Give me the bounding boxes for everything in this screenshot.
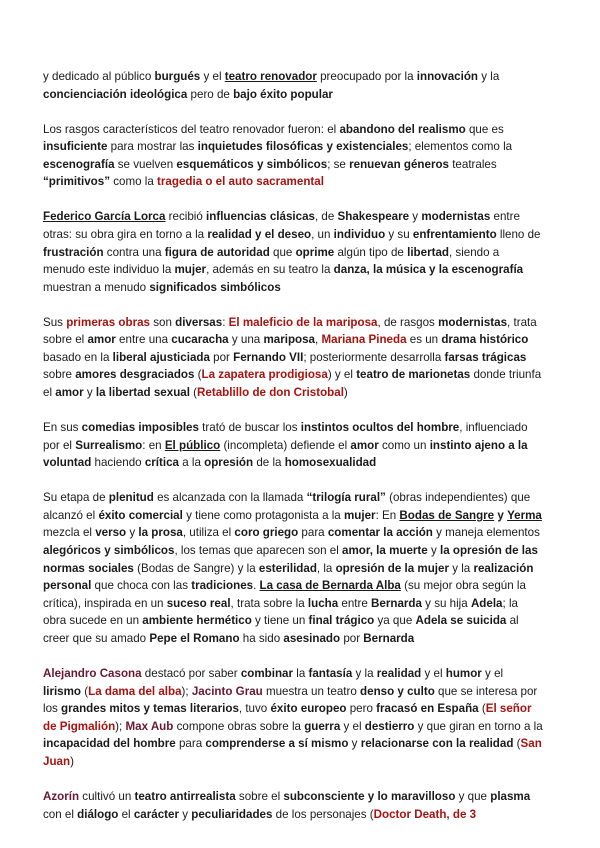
text-run: son <box>149 315 176 329</box>
emphasized-term: danza, la música y la escenografía <box>333 263 524 277</box>
work-title: San Juan <box>43 737 542 768</box>
text-run: y maneja elementos <box>432 526 540 540</box>
text-run: . <box>253 579 260 593</box>
text-run: entre una <box>115 333 172 347</box>
text-run: y tiene un <box>251 614 309 628</box>
emphasized-term: alegóricos y simbólicos <box>43 544 175 558</box>
author-name: Azorín <box>43 789 80 803</box>
emphasized-term: comprenderse a sí mismo <box>205 737 349 751</box>
text-run: y el <box>421 666 446 680</box>
text-run: muestran a menudo <box>43 280 150 294</box>
text-run: , además en su teatro la <box>206 263 334 277</box>
text-run: ; elementos como la <box>408 140 513 154</box>
emphasized-term: incapacidad del hombre <box>43 737 176 751</box>
emphasized-term: la opresión de las normas sociales <box>43 544 538 575</box>
emphasized-term: plasma <box>490 789 531 803</box>
text-run: que se interesa por los <box>43 684 538 716</box>
text-run: a la <box>179 456 205 470</box>
emphasized-term: teatro renovador <box>224 70 317 83</box>
text-run: y una <box>228 333 264 347</box>
text-run: Los rasgos característicos del teatro renovador fueron: el <box>43 122 340 136</box>
text-run: sobre <box>43 368 76 382</box>
emphasized-term: amores desgraciados <box>75 368 195 382</box>
work-title: La dama del alba <box>88 684 182 698</box>
emphasized-term: Adela se suicida <box>415 614 507 628</box>
emphasized-term: final trágico <box>308 614 375 628</box>
text-run: ( <box>478 702 486 716</box>
text-run: (Bodas de Sangre) y la <box>133 561 259 575</box>
emphasized-term: esterilidad <box>258 561 317 575</box>
work-title: El señor de Pigmalión <box>43 702 532 733</box>
emphasized-term: fantasía <box>308 666 353 680</box>
text-run: que choca con las <box>91 579 192 593</box>
author-name: Max Aub <box>125 719 174 733</box>
emphasized-term: oprime <box>295 245 335 259</box>
text-run: de los personajes ( <box>272 807 374 821</box>
text-run: y su hija <box>421 596 471 610</box>
text-run: mezcla el <box>43 526 96 540</box>
emphasized-term: éxito comercial <box>98 508 183 522</box>
emphasized-term: diálogo <box>77 807 119 821</box>
emphasized-term: significados simbólicos <box>149 280 281 294</box>
text-run: ; se <box>327 157 350 171</box>
emphasized-term: Bernarda <box>363 631 415 645</box>
emphasized-term: crítica <box>144 456 179 470</box>
emphasized-term: El público <box>164 438 221 452</box>
emphasized-term: amor <box>350 438 379 452</box>
emphasized-term: libertad <box>407 245 449 259</box>
emphasized-term: asesinado <box>283 631 341 645</box>
work-title: primeras obras <box>66 315 150 329</box>
text-run: que <box>269 245 296 259</box>
emphasized-term: la libertad sexual <box>95 386 190 400</box>
text-run: es alcanzada con la llamada <box>153 491 307 505</box>
emphasized-term: Fernando VII <box>233 350 304 364</box>
emphasized-term: liberal ajusticiada <box>112 350 210 364</box>
emphasized-term: peculiaridades <box>191 807 273 821</box>
emphasized-term: diversas <box>175 315 223 329</box>
text-run: y el <box>481 666 504 680</box>
paragraph-rasgos-teatro-renovador <box>43 121 543 191</box>
text-run: y el <box>200 70 225 83</box>
text-run: y tiene como protagonista a la <box>182 508 344 522</box>
text-run: sobre el <box>235 789 284 803</box>
text-run: , los temas que aparecen son el <box>174 544 343 558</box>
text-run: para <box>175 737 206 751</box>
text-run: para <box>298 526 328 540</box>
text-run: muestra un teatro <box>262 684 361 698</box>
text-run: ); <box>115 719 126 733</box>
text-run: (su mejor obra según la crítica), inspirada en un <box>43 579 526 610</box>
emphasized-term: suceso real <box>166 596 231 610</box>
work-title: El maleficio de la mariposa <box>228 315 378 329</box>
emphasized-term: comedias imposibles <box>81 421 199 435</box>
emphasized-term: destierro <box>364 719 415 733</box>
emphasized-term: lucha <box>307 596 339 610</box>
emphasized-term: La casa de Bernarda Alba <box>259 579 401 593</box>
emphasized-term: innovación <box>416 70 478 83</box>
emphasized-term: homosexualidad <box>284 456 377 470</box>
text-run: como la <box>110 175 158 189</box>
emphasized-term: Bernarda <box>371 596 422 610</box>
text-run: entre <box>338 596 372 610</box>
emphasized-term: realidad <box>376 666 422 680</box>
emphasized-term: amor <box>55 386 84 400</box>
emphasized-term: humor <box>445 666 482 680</box>
text-run: (obras independientes) que alcanzó el <box>43 491 531 522</box>
text-run: y <box>409 210 422 224</box>
emphasized-term: enfrentamiento <box>412 227 497 241</box>
work-title: Mariana Pineda <box>321 333 407 347</box>
emphasized-term: opresión <box>204 456 254 470</box>
text-run: y la <box>478 70 500 83</box>
text-run: y <box>83 386 96 400</box>
emphasized-term: subconsciente y lo maravilloso <box>283 789 456 803</box>
emphasized-term: instinto ajeno a la voluntad <box>43 438 528 470</box>
text-run: , tuvo <box>238 702 271 716</box>
text-run: y <box>178 807 192 821</box>
text-run: trató de buscar los <box>198 421 301 435</box>
text-run: En sus <box>43 421 82 435</box>
emphasized-term: carácter <box>133 807 179 821</box>
work-title: La zapatera prodigiosa <box>201 368 328 382</box>
paragraph-comedias-imposibles <box>43 419 543 472</box>
emphasized-term: combinar <box>240 666 294 680</box>
emphasized-term: mujer <box>343 508 376 522</box>
work-title: Retablillo de don Cristobal <box>197 386 344 400</box>
emphasized-term: ambiente hermético <box>142 614 252 628</box>
text-run: , trata sobre el <box>43 315 537 347</box>
text-run: recibió <box>165 210 207 224</box>
text-run: : <box>222 315 229 329</box>
emphasized-term: insuficiente <box>43 140 108 154</box>
text-run: donde triunfa el <box>43 368 542 400</box>
text-run: lleno de <box>496 227 541 241</box>
emphasized-term: individuo <box>333 227 386 241</box>
text-run: , siendo a menudo este individuo la <box>43 245 500 277</box>
emphasized-term: influencias clásicas <box>206 210 315 224</box>
text-run: ha sido <box>239 631 284 645</box>
text-run: , <box>315 333 322 347</box>
text-run: y dedicado al público <box>43 70 155 83</box>
paragraph-otros-autores <box>43 665 543 771</box>
emphasized-term: “primitivos” <box>43 175 110 189</box>
emphasized-term: drama histórico <box>441 333 529 347</box>
text-run: por <box>340 631 364 645</box>
work-title: Doctor Death, de 3 <box>373 807 477 821</box>
text-run: y <box>126 526 139 540</box>
emphasized-term: verso <box>95 526 127 540</box>
emphasized-term: Federico García Lorca <box>43 210 166 224</box>
text-run: y el <box>340 719 365 733</box>
text-run: ya que <box>374 614 416 628</box>
emphasized-term: renuevan géneros <box>349 157 449 171</box>
emphasized-term: “trilogía rural” <box>306 491 386 505</box>
text-run: , de <box>314 210 338 224</box>
emphasized-term: mariposa <box>263 333 316 347</box>
emphasized-term: Pepe el Romano <box>149 631 240 645</box>
text-run: se vuelven <box>114 157 177 171</box>
text-run: pero de <box>187 87 234 101</box>
paragraph-garcia-lorca <box>43 208 543 296</box>
text-run: haciendo <box>91 456 145 470</box>
emphasized-term: y <box>497 508 504 522</box>
emphasized-term: Yerma <box>507 508 542 522</box>
author-name: Alejandro Casona <box>43 666 142 680</box>
text-run: que es <box>465 122 504 136</box>
emphasized-term: figura de autoridad <box>164 245 270 259</box>
text-run: y que giran en torno a la <box>414 719 543 733</box>
text-run: entre otras: su obra gira en torno a la <box>43 210 520 241</box>
text-run: , la <box>316 561 336 575</box>
emphasized-term: Adela <box>470 596 503 610</box>
emphasized-term: bajo éxito popular <box>233 87 333 101</box>
paragraph-trilogia-rural <box>43 489 543 647</box>
text-run: ) <box>70 754 74 768</box>
text-run: : en <box>142 438 165 452</box>
text-run: y <box>348 737 361 751</box>
emphasized-term: realización personal <box>43 561 534 593</box>
emphasized-term: fracasó en España <box>376 702 479 716</box>
text-run: basado en la <box>43 350 113 364</box>
emphasized-term: comentar la acción <box>327 526 433 540</box>
text-run: Su etapa de <box>43 491 109 505</box>
text-run: con el <box>43 807 78 821</box>
emphasized-term: cucaracha <box>171 333 229 347</box>
text-run: ; la obra sucede en un <box>43 596 518 628</box>
text-run: pero <box>346 702 377 716</box>
emphasized-term: escenografía <box>43 157 115 171</box>
author-name: Jacinto Grau <box>191 684 263 698</box>
emphasized-term: guerra <box>304 719 341 733</box>
emphasized-term: farsas trágicas <box>444 350 527 364</box>
emphasized-term: grandes mitos y temas literarios <box>61 702 239 716</box>
emphasized-term: opresión de la mujer <box>335 561 449 575</box>
text-run: ( <box>513 737 521 751</box>
emphasized-term: modernistas <box>438 315 508 329</box>
text-run: , utiliza el <box>182 526 235 540</box>
text-run: ( <box>194 368 202 382</box>
text-run: , influenciado por el <box>43 421 528 452</box>
emphasized-term: la prosa <box>138 526 183 540</box>
text-run: para mostrar las <box>107 140 198 154</box>
text-run: , trata sobre la <box>230 596 308 610</box>
text-run: por <box>209 350 234 364</box>
emphasized-term: amor <box>87 333 116 347</box>
emphasized-term: teatro antirrealista <box>134 789 236 803</box>
paragraph-teatro-comercial-renovador <box>43 68 543 103</box>
emphasized-term: tradiciones <box>191 579 254 593</box>
emphasized-term: instintos ocultos del hombre <box>300 421 460 435</box>
text-run: y <box>427 544 440 558</box>
text-run: (incompleta) defiende el <box>220 438 351 452</box>
text-run: y la <box>352 666 377 680</box>
emphasized-term: realidad y el deseo <box>207 227 312 241</box>
emphasized-term: Bodas de Sangre <box>399 508 495 522</box>
text-run: ; posteriormente desarrolla <box>303 350 445 364</box>
emphasized-term: burgués <box>154 70 201 83</box>
emphasized-term: esquemáticos y simbólicos <box>176 157 328 171</box>
text-run: contra una <box>103 245 165 259</box>
emphasized-term: teatro de marionetas <box>356 368 471 382</box>
emphasized-term: concienciación ideológica <box>43 87 188 101</box>
text-run: cultivó un <box>79 789 135 803</box>
emphasized-term: modernistas <box>421 210 491 224</box>
emphasized-term: relacionarse con la realidad <box>360 737 514 751</box>
text-run: el <box>118 807 134 821</box>
text-run: , un <box>311 227 334 241</box>
paragraph-azorin <box>43 788 543 823</box>
text-run: es un <box>406 333 442 347</box>
emphasized-term: denso y culto <box>360 684 435 698</box>
emphasized-term: inquietudes filosóficas y existenciales <box>197 140 409 154</box>
text-run: : En <box>375 508 400 522</box>
emphasized-term: lirismo <box>43 684 82 698</box>
text-run: al creer que su amado <box>43 614 519 645</box>
paragraph-primeras-obras <box>43 314 543 402</box>
text-run: y que <box>455 789 491 803</box>
text-run: ); <box>181 684 192 698</box>
emphasized-term: Shakespeare <box>337 210 410 224</box>
emphasized-term: coro griego <box>234 526 299 540</box>
text-run: destacó por saber <box>141 666 241 680</box>
emphasized-term: abandono del realismo <box>339 122 466 136</box>
emphasized-term: éxito europeo <box>270 702 347 716</box>
text-run: la <box>293 666 309 680</box>
text-run: ) y el <box>327 368 357 382</box>
text-run: , de rasgos <box>377 315 439 329</box>
text-run: y su <box>385 227 413 241</box>
text-run: ( <box>189 386 198 400</box>
text-run: ) <box>343 386 348 400</box>
text-run: Sus <box>43 315 67 329</box>
text-run: teatrales <box>448 157 497 171</box>
text-run: ( <box>81 684 89 698</box>
emphasized-term: mujer <box>174 263 207 277</box>
emphasized-term: Surrealismo <box>75 438 143 452</box>
text-run: compone obras sobre la <box>173 719 305 733</box>
text-run: preocupado por la <box>316 70 417 83</box>
emphasized-term: plenitud <box>108 491 154 505</box>
text-run: de la <box>253 456 285 470</box>
emphasized-term: frustración <box>43 245 104 259</box>
text-run: y la <box>448 561 474 575</box>
emphasized-term: amor, la muerte <box>342 544 428 558</box>
work-title: tragedia o el auto sacramental <box>157 175 324 189</box>
text-run: como un <box>378 438 430 452</box>
text-run: algún tipo de <box>334 245 408 259</box>
